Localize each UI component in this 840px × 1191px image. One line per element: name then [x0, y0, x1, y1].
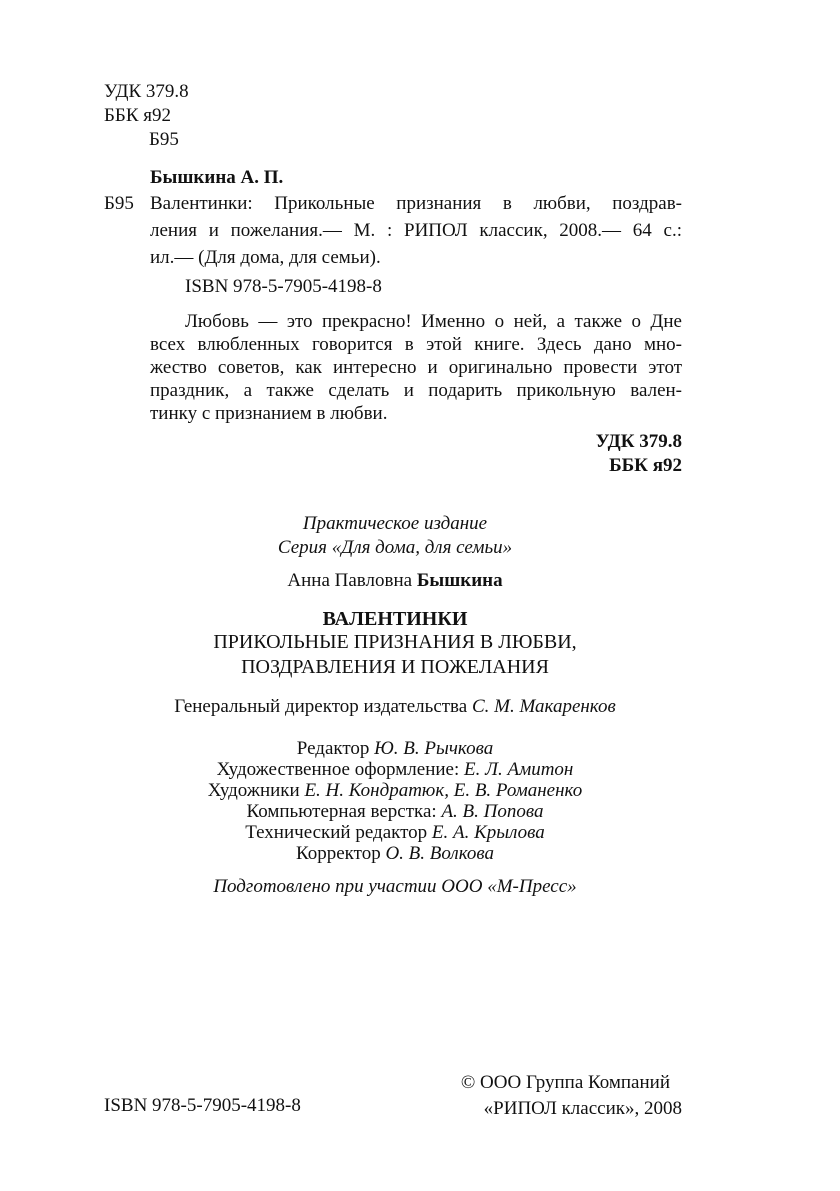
credit-role: Художники: [207, 780, 300, 801]
bibliographic-description: [150, 190, 682, 271]
bbk-code: ББК я92: [104, 105, 171, 126]
biblio-line: Валентинки: Прикольные признания в любви, поздрав-: [150, 193, 682, 214]
book-title: ВАЛЕНТИНКИ: [322, 608, 468, 630]
credit-line: [0, 780, 790, 801]
credit-name: А. В. Попова: [441, 801, 544, 822]
credit-role: Технический редактор: [245, 822, 428, 843]
edition-type: Практическое издание: [302, 513, 488, 534]
credit-line: [0, 759, 790, 780]
general-director: [0, 693, 790, 720]
credit-name: О. В. Волкова: [385, 843, 494, 864]
udk-code: УДК 379.8: [104, 81, 189, 102]
classification-block: [104, 80, 189, 152]
subtitle-line: ПОЗДРАВЛЕНИЯ И ПОЖЕЛАНИЯ: [241, 656, 549, 678]
credit-line: [0, 738, 790, 759]
subtitle-line: ПРИКОЛЬНЫЕ ПРИЗНАНИЯ В ЛЮБВИ,: [213, 631, 577, 653]
abstract-line: Любовь — это прекрасно! Именно о ней, а также о Дне: [185, 311, 682, 332]
udk-code-bold: УДК 379.8: [595, 431, 682, 452]
credit-role: Компьютерная верстка:: [246, 801, 437, 822]
author-surname: Бышкина: [416, 570, 503, 591]
biblio-line: ил.— (Для дома, для семьи).: [150, 247, 381, 268]
credit-line: [0, 822, 790, 843]
isbn-footer: ISBN 978-5-7905-4198-8: [104, 1095, 301, 1116]
isbn-catalog: ISBN 978-5-7905-4198-8: [185, 276, 382, 297]
credit-name: Ю. В. Рычкова: [374, 738, 494, 759]
bbk-code-bold: ББК я92: [609, 455, 682, 476]
credit-name: Е. А. Крылова: [431, 822, 545, 843]
classification-bottom: [596, 430, 682, 478]
copyright-notice: [461, 1070, 682, 1122]
copyright-line: © ООО Группа Компаний: [460, 1072, 670, 1093]
prepared-note: Подготовлено при участии ООО «М-Пресс»: [213, 876, 577, 897]
copyright-line: «РИПОЛ классик», 2008: [483, 1098, 682, 1119]
general-director-name: С. М. Макаренков: [471, 696, 616, 717]
author-fullname: [0, 567, 790, 594]
credit-role: Корректор: [296, 843, 381, 864]
series-name: Серия «Для дома, для семьи»: [277, 537, 513, 558]
credit-role: Редактор: [296, 738, 370, 759]
credit-name: Е. Л. Амитон: [464, 759, 574, 780]
author-heading: Бышкина А. П.: [150, 167, 284, 188]
general-director-role: Генеральный директор издательства: [174, 696, 468, 717]
credit-line: [0, 801, 790, 822]
abstract-line: жество советов, как интересно и оригинально провести этот: [150, 357, 682, 378]
abstract-line: тинку с признанием в любви.: [150, 403, 388, 424]
author-mark: Б95: [149, 129, 179, 150]
author-mark-inline: Б95: [104, 193, 134, 214]
abstract: [150, 310, 682, 425]
credit-name: Е. Н. Кондратюк, Е. В. Романенко: [304, 780, 583, 801]
biblio-line: ления и пожелания.— М. : РИПОЛ классик, 2008.— 64 с.:: [150, 220, 682, 241]
credits-list: [0, 738, 790, 864]
credit-role: Художественное оформление:: [216, 759, 460, 780]
abstract-line: всех влюбленных говорится в этой книге. Здесь дано мно-: [150, 334, 682, 355]
credit-line: [0, 843, 790, 864]
abstract-line: праздник, а также сделать и подарить прикольную вален-: [150, 380, 682, 401]
author-given-names: Анна Павловна: [287, 570, 413, 591]
book-subtitle: [0, 630, 790, 680]
